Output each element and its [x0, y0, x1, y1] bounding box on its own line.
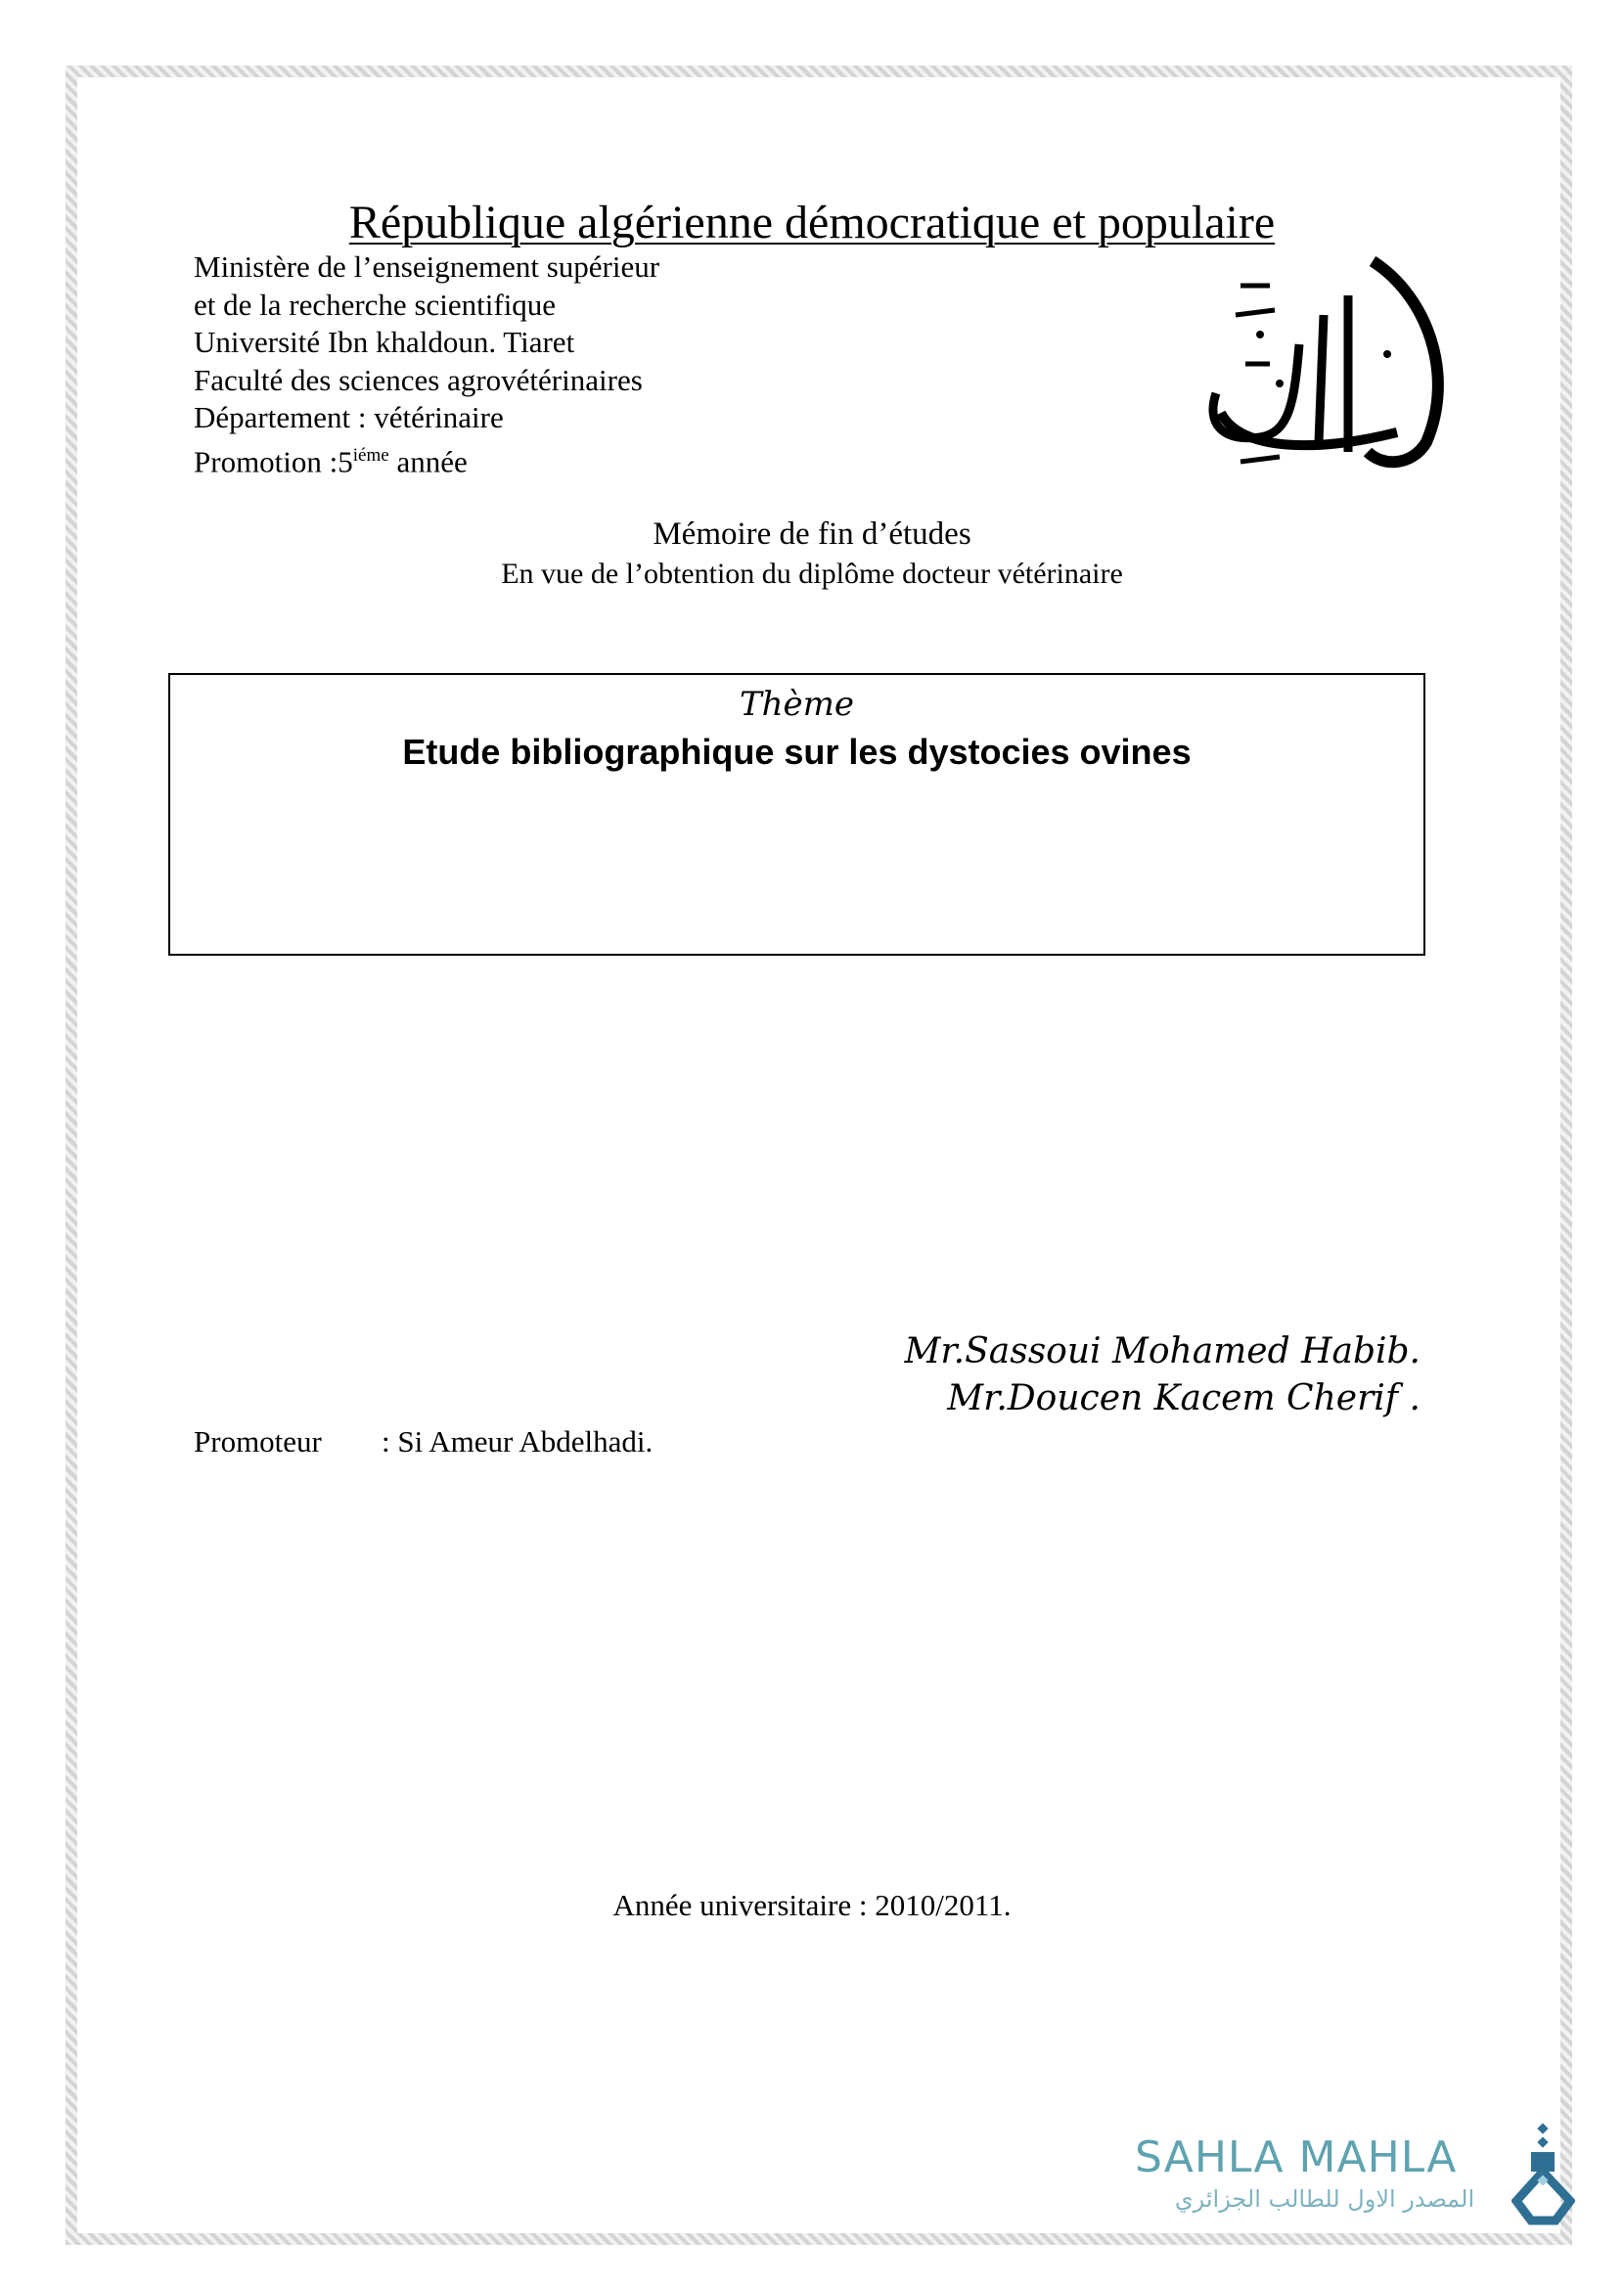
- theme-label: Thème: [739, 685, 855, 724]
- institution-line: et de la recherche scientifique: [194, 287, 557, 322]
- promoteur-value: : Si Ameur Abdelhadi.: [382, 1424, 654, 1459]
- institution-line: Université Ibn khaldoun. Tiaret: [194, 325, 575, 359]
- promoteur-label: Promoteur: [194, 1424, 322, 1459]
- author-name: Mr.Sassoui Mohamed Habib.: [904, 1331, 1421, 1371]
- sahla-mahla-watermark: [1135, 2123, 1575, 2230]
- university-calligraphy-logo: [1201, 256, 1448, 470]
- memoire-subtitle: En vue de l’obtention du diplôme docteur vétérinaire: [501, 558, 1123, 590]
- watermark-tagline: المصدر الاول للطالب الجزائري: [1174, 2185, 1475, 2213]
- authors-block: [905, 1328, 1421, 1422]
- memoire-title: Mémoire de fin d’études: [653, 516, 971, 552]
- watermark-brand: SAHLA MAHLA: [1135, 2132, 1458, 2182]
- institution-line: Faculté des sciences agrovétérinaires: [194, 362, 643, 397]
- promoteur-line: [194, 1424, 654, 1459]
- sahla-logo-icon: [1511, 2123, 1575, 2230]
- institution-line: Département : vétérinaire: [194, 400, 504, 434]
- page-title: République algérienne démocratique et populaire: [348, 197, 1276, 248]
- institution-line: Ministère de l’enseignement supérieur: [194, 249, 660, 284]
- thesis-subject: Etude bibliographique sur les dystocies ovines: [402, 732, 1192, 772]
- author-name: Mr.Doucen Kacem Cherif .: [947, 1378, 1421, 1418]
- promotion-line: Promotion $:5^{iéme}$ année: [194, 443, 468, 478]
- institution-block: [194, 248, 659, 480]
- academic-year: Année universitaire : 2010/2011.: [612, 1888, 1012, 1922]
- theme-box: [168, 673, 1425, 956]
